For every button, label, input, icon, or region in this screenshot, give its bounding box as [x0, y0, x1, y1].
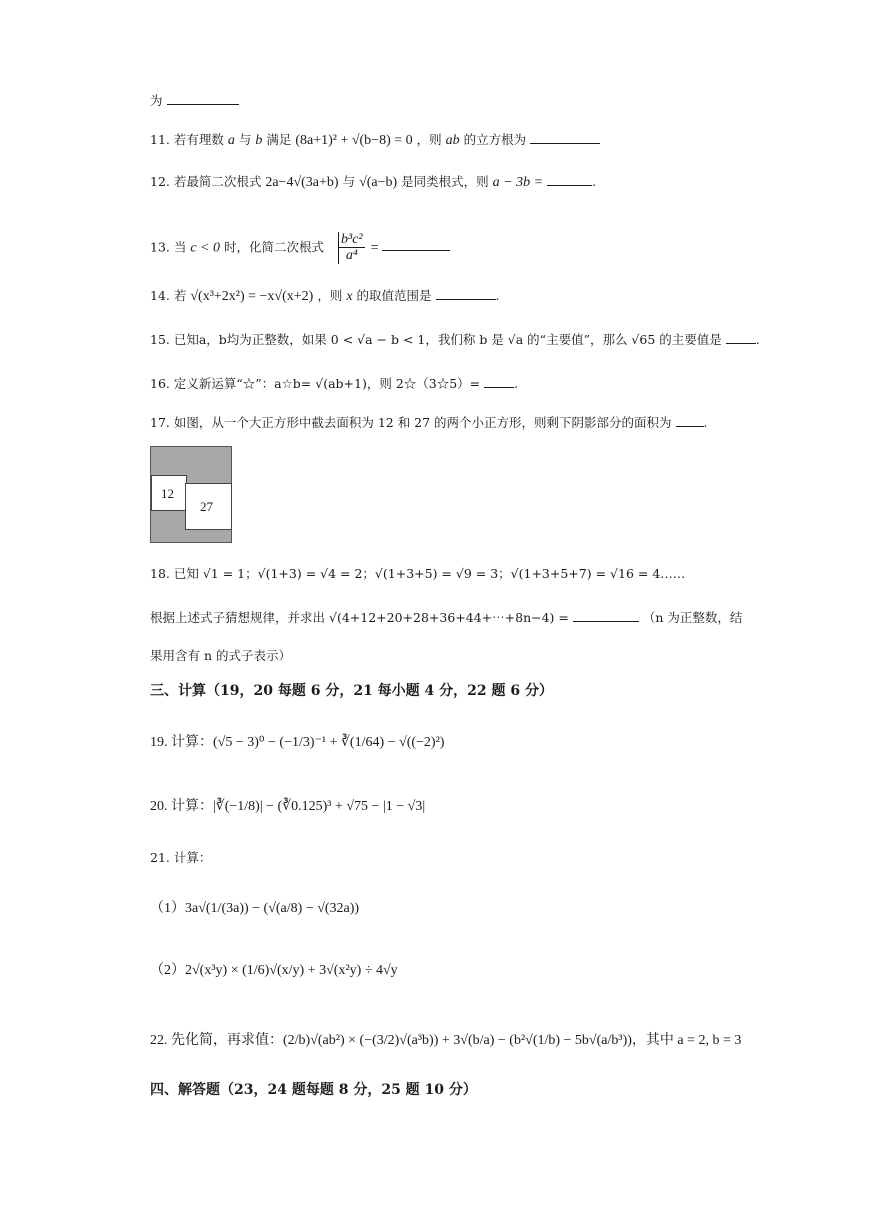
q18-text3: 果用含有 n 的式子表示） — [150, 648, 291, 663]
q21-text: 21. 计算： — [150, 850, 212, 865]
q21-2-text: （2）2√(x³y) × (1/6)√(x/y) + 3√(x²y) ÷ 4√y — [150, 963, 398, 978]
q12-mid: 与 — [342, 174, 356, 189]
answer-blank — [436, 297, 496, 300]
section-4-heading — [150, 1083, 477, 1097]
q18-text2: 根据上述式子猜想规律，并求出 √(4+12+20+28+36+44+⋯+8n−4) = — [150, 610, 569, 625]
q13-cond: c < 0 — [190, 240, 221, 256]
q12-pre: 12. 若最简二次根式 — [150, 174, 262, 189]
q14-expr: √(x³+2x²) = −x√(x+2) — [190, 289, 314, 304]
q13-mid: 时，化简二次根式 — [224, 239, 325, 255]
question-16: 16. 定义新运算“☆”：a☆b= √(ab+1)，则 2☆（3☆5）= . — [150, 376, 519, 391]
q22-text: 22. 先化简，再求值：(2/b)√(ab²) × (−(3/2)√(a³b)) + 3√(b/a) − (b²√(1/b) − 5b√(a/b³))，其中 a = 2, b = 3 — [150, 1033, 742, 1048]
q10-tail — [150, 95, 239, 108]
question-17: 17. 如图，从一个大正方形中截去面积为 12 和 27 的两个小正方形，则剩下阴影部分的面积为 . — [150, 415, 708, 430]
question-13 — [150, 232, 450, 264]
q14-pre: 14. 若 — [150, 288, 187, 303]
q11-mid1: 与 — [238, 132, 252, 147]
q11-post: ，则 — [416, 132, 442, 147]
q13-fraction — [338, 232, 365, 264]
q12-expr3: a − 3b = — [492, 175, 544, 190]
question-21-1 — [150, 902, 359, 916]
q21-1-text: （1）3a√(1/(3a)) − (√(a/8) − √(32a)) — [150, 901, 360, 916]
q14-post: ，则 — [317, 288, 343, 303]
squares-figure — [150, 446, 232, 543]
q15-text: 15. 已知a，b均为正整数，如果 0 < √a − b < 1，我们称 b 是 √a 的“主要值”，那么 √65 的主要值是 — [150, 332, 722, 347]
q14-end: 的取值范围是 — [356, 288, 432, 303]
q10-tail-text: 为 — [150, 93, 163, 108]
q12-post: 是同类根式，则 — [401, 174, 489, 189]
q13-num: b³c² — [341, 232, 363, 247]
q11-end: 的立方根为 — [463, 132, 527, 147]
q11-ab: ab — [445, 133, 460, 148]
question-18-line2 — [150, 612, 742, 625]
answer-blank — [530, 141, 600, 144]
question-18-line3 — [150, 650, 291, 663]
q13-pre: 13. 当 — [150, 239, 187, 255]
answer-blank — [726, 341, 756, 344]
section-3-heading — [150, 684, 553, 698]
q18-text: 18. 已知 √1 = 1；√(1+3) = √4 = 2；√(1+3+5) = √9 = 3；√(1+3+5+7) = √16 = 4…… — [150, 566, 686, 581]
section-3-title: 三、计算（19，20 每题 6 分，21 每小题 4 分，22 题 6 分） — [150, 683, 554, 699]
question-14: 14. 若 √(x³+2x²) = −x√(x+2) ，则 x 的取值范围是 . — [150, 288, 500, 304]
question-21-2 — [150, 964, 398, 978]
q16-text: 16. 定义新运算“☆”：a☆b= √(ab+1)，则 2☆（3☆5）= — [150, 376, 481, 391]
answer-blank — [167, 102, 239, 105]
question-19 — [150, 736, 444, 750]
q13-den: a⁴ — [345, 248, 358, 264]
q17-text: 17. 如图，从一个大正方形中截去面积为 12 和 27 的两个小正方形，则剩下阴影部分的面积为 — [150, 415, 672, 430]
answer-blank — [382, 248, 450, 251]
answer-blank — [573, 619, 639, 622]
q11-pre: 11. 若有理数 — [150, 132, 224, 147]
square-12-label: 12 — [161, 486, 174, 501]
q13-eq: = — [370, 240, 379, 256]
q18-text2-end: （n 为正整数，结 — [642, 610, 743, 625]
section-4-title: 四、解答题（23，24 题每题 8 分，25 题 10 分） — [150, 1082, 477, 1098]
q11-a: a — [227, 133, 235, 148]
q11-b: b — [255, 133, 263, 148]
square-27 — [185, 483, 232, 530]
q11-mid2: 满足 — [266, 132, 292, 147]
question-22 — [150, 1034, 741, 1048]
q20-text: 20. 计算：|∛(−1/8)| − (∛0.125)³ + √75 − |1 − √3| — [150, 799, 426, 814]
question-20 — [150, 800, 425, 814]
question-21 — [150, 852, 211, 865]
answer-blank — [547, 183, 592, 186]
question-11 — [150, 134, 600, 148]
square-27-label: 27 — [200, 499, 213, 514]
question-15: 15. 已知a，b均为正整数，如果 0 < √a − b < 1，我们称 b 是 √a 的“主要值”，那么 √65 的主要值是 . — [150, 332, 760, 347]
q14-x: x — [346, 289, 353, 304]
square-12 — [151, 475, 187, 511]
question-12: 12. 若最简二次根式 2a−4√(3a+b) 与 √(a−b) 是同类根式，则 a − 3b = . — [150, 174, 597, 190]
q11-equation: (8a+1)² + √(b−8) = 0 — [295, 133, 413, 148]
answer-blank — [676, 424, 704, 427]
question-18 — [150, 568, 685, 581]
answer-blank — [484, 385, 514, 388]
q12-expr2: √(a−b) — [359, 175, 398, 190]
q12-expr1: 2a−4√(3a+b) — [265, 175, 339, 190]
q19-text: 19. 计算：(√5 − 3)⁰ − (−1/3)⁻¹ + ∛(1/64) − √((−2)²) — [150, 735, 445, 750]
